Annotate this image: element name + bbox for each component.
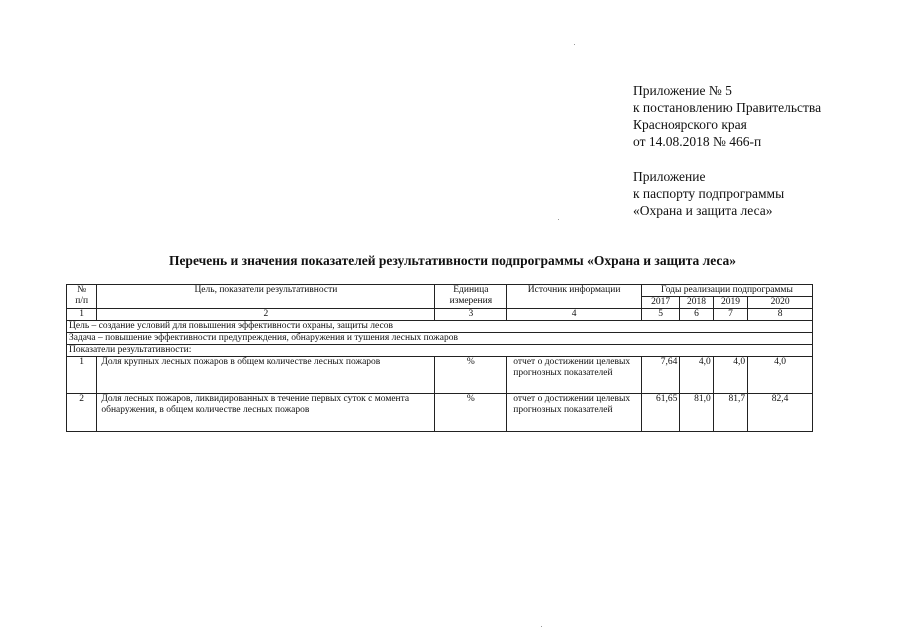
- row-value: 7,64: [641, 357, 679, 394]
- column-numbers-row: [67, 309, 813, 321]
- appendix-line: от 14.08.2018 № 466-п: [633, 134, 762, 149]
- column-number: 8: [748, 309, 813, 321]
- row-value: 4,0: [748, 357, 813, 394]
- appendix-line: Красноярского края: [633, 117, 747, 132]
- column-number: 5: [641, 309, 679, 321]
- header-no-label: п/п: [75, 296, 89, 306]
- goal-row: [67, 321, 813, 333]
- header-row: [67, 285, 813, 297]
- table-row: [67, 394, 813, 432]
- appendix-line: Приложение № 5: [633, 83, 732, 98]
- spacer: [633, 150, 893, 168]
- goal-text: Цель – создание условий для повышения эффективности охраны, защиты лесов: [67, 321, 813, 333]
- header-year: 2020: [748, 297, 813, 309]
- row-value: 4,0: [680, 357, 713, 394]
- row-source: отчет о достижении целевых прогнозных показателей: [507, 357, 642, 394]
- column-number: 2: [97, 309, 435, 321]
- scan-speck: [574, 44, 575, 45]
- row-unit: %: [435, 357, 507, 394]
- scan-speck: [541, 626, 542, 627]
- header-source: Источник информации: [507, 285, 642, 309]
- appendix-line: к постановлению Правительства: [633, 100, 822, 115]
- column-number: 6: [680, 309, 713, 321]
- document-title: Перечень и значения показателей результативности подпрограммы «Охрана и защита леса»: [168, 253, 737, 268]
- appendix-line: «Охрана и защита леса»: [633, 203, 773, 218]
- header-no-label: №: [77, 285, 87, 295]
- scan-speck: [558, 219, 559, 220]
- indicators-label-row: [67, 345, 813, 357]
- indicators-table: [66, 284, 813, 432]
- appendix-line: Приложение: [633, 169, 706, 184]
- header-indicator: Цель, показатели результативности: [97, 285, 435, 309]
- row-unit: %: [435, 394, 507, 432]
- header-unit: [435, 285, 507, 309]
- row-number: 2: [67, 394, 97, 432]
- header-year: 2018: [680, 297, 713, 309]
- row-value: 82,4: [748, 394, 813, 432]
- task-row: [67, 333, 813, 345]
- header-year: 2017: [641, 297, 679, 309]
- row-value: 81,7: [713, 394, 747, 432]
- task-text: Задача – повышение эффективности предупреждения, обнаружения и тушения лесных пожаров: [67, 333, 813, 345]
- column-number: 7: [713, 309, 747, 321]
- header-year: 2019: [713, 297, 747, 309]
- appendix-line: к паспорту подпрограммы: [633, 186, 785, 201]
- row-number: 1: [67, 357, 97, 394]
- indicators-label: Показатели результативности:: [67, 345, 813, 357]
- row-value: 81,0: [680, 394, 713, 432]
- header-unit-label: измерения: [449, 296, 493, 306]
- row-indicator: Доля лесных пожаров, ликвидированных в течение первых суток с момента обнаружения, в общем количестве лесных пожаров: [97, 394, 435, 432]
- header-unit-label: Единица: [453, 285, 489, 295]
- column-number: 1: [67, 309, 97, 321]
- row-value: 61,65: [641, 394, 679, 432]
- row-source: отчет о достижении целевых прогнозных показателей: [507, 394, 642, 432]
- column-number: 4: [507, 309, 642, 321]
- row-indicator: Доля крупных лесных пожаров в общем количестве лесных пожаров: [97, 357, 435, 394]
- table-row: [67, 357, 813, 394]
- column-number: 3: [435, 309, 507, 321]
- appendix-block: [633, 82, 893, 219]
- header-years-group: Годы реализации подпрограммы: [641, 285, 812, 297]
- header-no: [67, 285, 97, 309]
- row-value: 4,0: [713, 357, 747, 394]
